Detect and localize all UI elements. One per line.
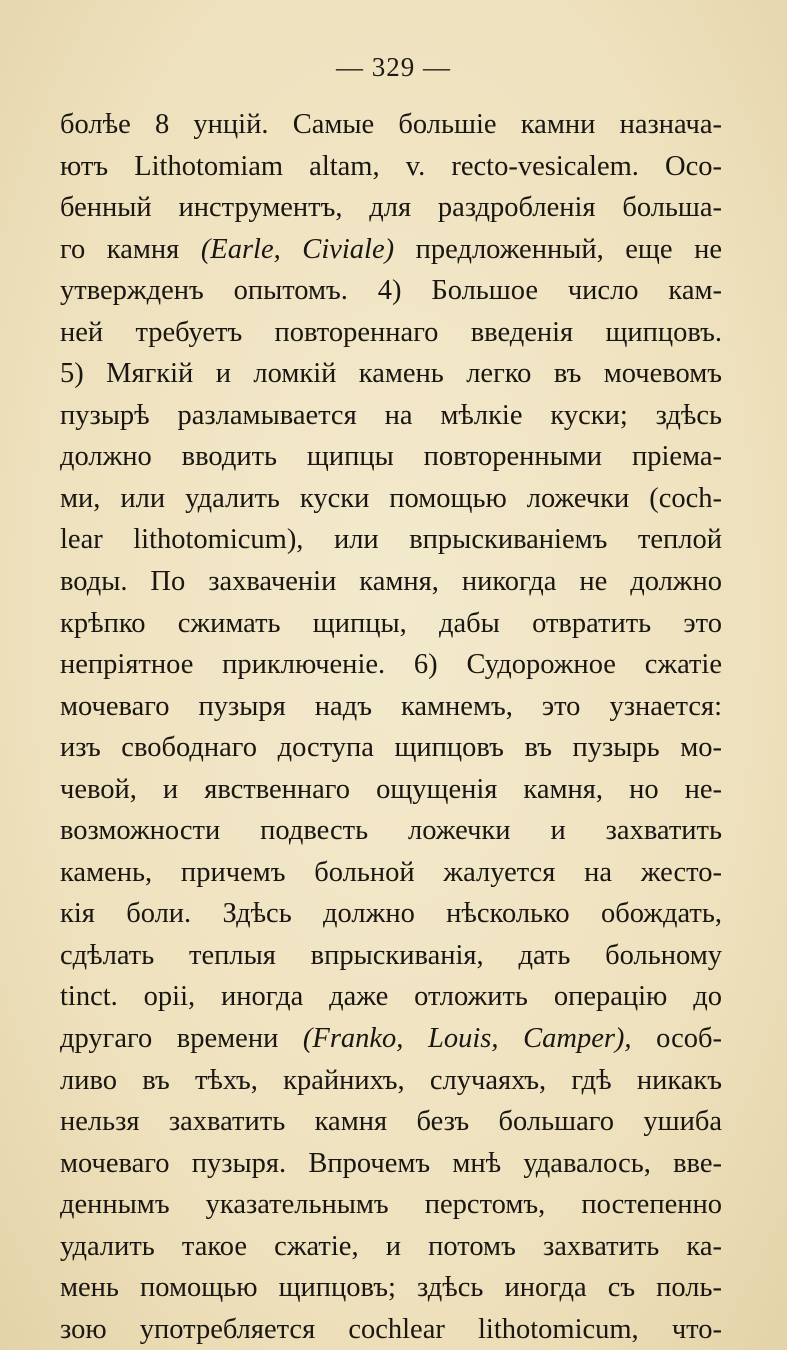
text-line: lear lithotomicum), или впрыскиваніемъ теплой bbox=[60, 524, 722, 556]
text-line: камень, причемъ больной жалуется на жесто- bbox=[60, 856, 722, 888]
text-line: мочеваго пузыря надъ камнемъ, это узнается: bbox=[60, 690, 722, 722]
text-line: изъ свободнаго доступа щипцовъ въ пузырь мо- bbox=[60, 732, 722, 764]
text-line: утвержденъ опытомъ. 4) Большое число кам- bbox=[60, 275, 722, 307]
text-line: ютъ Lithotomiam altam, v. recto-vesicalem. Осо- bbox=[60, 150, 722, 182]
text-line: сдѣлать теплыя впрыскиванія, дать больному bbox=[60, 939, 722, 971]
text-line: ми, или удалить куски помощью ложечки (coch- bbox=[60, 482, 722, 514]
italic-citation: (Franko, Louis, Camper), bbox=[302, 1023, 632, 1055]
text-line: крѣпко сжимать щипцы, дабы отвратить это bbox=[60, 607, 722, 639]
text-line: нельзя захватить камня безъ большаго ушиба bbox=[60, 1106, 722, 1138]
body-text bbox=[60, 104, 722, 1350]
line-text-after-citation: предложенный, еще не bbox=[394, 233, 722, 265]
text-line: чевой, и явственнаго ощущенія камня, но не- bbox=[60, 773, 722, 805]
page-number: — 329 — bbox=[336, 52, 451, 82]
italic-citation: (Earle, Civiale) bbox=[200, 233, 395, 265]
text-line: возможности подвесть ложечки и захватить bbox=[60, 815, 722, 847]
text-line-with-citation bbox=[60, 1018, 722, 1060]
line-text-before-citation: другаго времени bbox=[60, 1023, 303, 1055]
text-line: удалить такое сжатіе, и потомъ захватить ка- bbox=[60, 1230, 722, 1262]
line-text-after-citation: особ- bbox=[631, 1023, 722, 1055]
text-line: зою употребляется cochlear lithotomicum, что- bbox=[60, 1313, 722, 1345]
text-line: деннымъ указательнымъ перстомъ, постепенно bbox=[60, 1189, 722, 1221]
text-line: мочеваго пузыря. Впрочемъ мнѣ удавалось, вве- bbox=[60, 1147, 722, 1179]
text-line: мень помощью щипцовъ; здѣсь иногда съ поль- bbox=[60, 1272, 722, 1304]
text-line: кія боли. Здѣсь должно нѣсколько обождать, bbox=[60, 898, 722, 930]
text-line: непріятное приключеніе. 6) Судорожное сжатіе bbox=[60, 649, 722, 681]
text-line: ней требуетъ повтореннаго введенія щипцовъ. bbox=[60, 316, 722, 348]
text-line: воды. По захваченіи камня, никогда не должно bbox=[60, 566, 722, 598]
text-line: должно вводить щипцы повторенными пріема- bbox=[60, 441, 722, 473]
text-line: болѣе 8 унцій. Самые большіе камни назнача- bbox=[60, 109, 722, 140]
text-line: ливо въ тѣхъ, крайнихъ, случаяхъ, гдѣ никакъ bbox=[60, 1064, 722, 1096]
text-line-with-citation bbox=[60, 229, 722, 271]
text-line: пузырѣ разламывается на мѣлкіе куски; здѣсь bbox=[60, 399, 722, 431]
text-line: бенный инструментъ, для раздробленія больша- bbox=[60, 192, 722, 224]
line-text-before-citation: го камня bbox=[60, 233, 201, 265]
text-line: 5) Мягкій и ломкій камень легко въ мочевомъ bbox=[60, 358, 722, 390]
text-line: tinct. opii, иногда даже отложить операцію до bbox=[60, 981, 722, 1013]
